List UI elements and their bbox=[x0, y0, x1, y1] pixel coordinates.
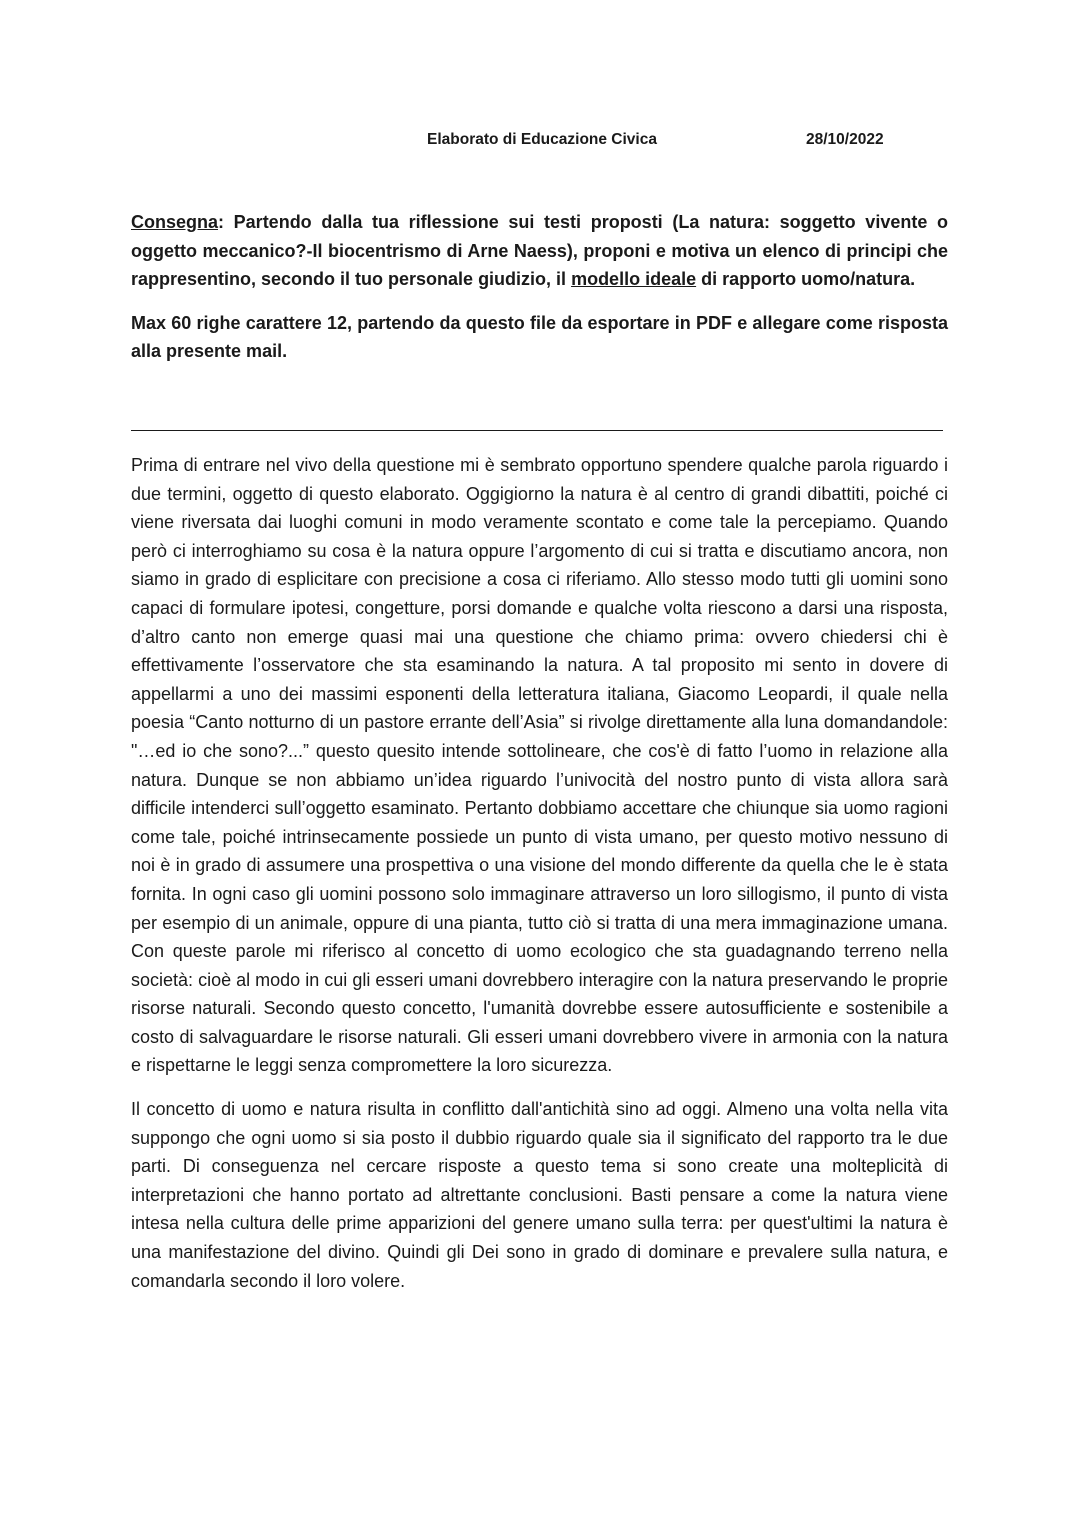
assignment-instructions: Max 60 righe carattere 12, partendo da questo file da esportare in PDF e allegare come risposta alla presente mail. bbox=[131, 312, 948, 361]
document-title: Elaborato di Educazione Civica bbox=[427, 131, 657, 148]
assignment-text-part-1: : Partendo dalla tua riflessione sui testi proposti (La natura: soggetto vivente o oggetto meccanico?-Il biocentrismo di Arne Naess), proponi e motiva un elenco di principi che rappresentino, secondo il tuo personale giudizio, il bbox=[131, 212, 948, 289]
document-date: 28/10/2022 bbox=[806, 131, 884, 148]
essay-paragraph: Prima di entrare nel vivo della questione mi è sembrato opportuno spendere qualche parola riguardo i due termini, oggetto di questo elaborato. Oggigiorno la natura è al centro di grandi dibattiti, poiché ci viene riversata dai luoghi comuni in modo veramente scontato e come tale la percepiamo. Quando però ci interroghiamo su cosa è la natura oppure l’argomento di cui si tratta e discutiamo ancora, non siamo in grado di esplicitare con precisione a cosa ci riferiamo. Allo stesso modo tutti gli uomini sono capaci di formulare ipotesi, congetture, porsi domande e qualche volta riescono a darsi una risposta, d’altro canto non emerge quasi mai una questione che chiamo prima: ovvero chiedersi chi è effettivamente l’osservatore che sta esaminando la natura. A tal proposito mi sento in dovere di appellarmi a uno dei massimi esponenti della letteratura italiana, Giacomo Leopardi, il quale nella poesia “Canto notturno di un pastore errante dell’Asia” si rivolge direttamente alla luna domandandole: "…ed io che sono?...” questo quesito intende sottolineare, che cos'è di fatto l’uomo in relazione alla natura. Dunque se non abbiamo un’idea riguardo l’univocità del nostro punto di vista allora sarà difficile intenderci sull’oggetto esaminato. Pertanto dobbiamo accettare che chiunque sia uomo ragioni come tale, poiché intrinsecamente possiede un punto di vista umano, per questo motivo nessuno di noi è in grado di assumere una prospettiva o una visione del mondo differente da quella che le è stata fornita. In ogni caso gli uomini possono solo immaginare attraverso un loro sillogismo, il punto di vista per esempio di un animale, oppure di una pianta, tutto ciò si tratta di una mera immaginazione umana. Con queste parole mi riferisco al concetto di uomo ecologico che sta guadagnando terreno nella società: cioè al modo in cui gli esseri umani dovrebbero interagire con la natura preservando le proprie risorse naturali. Secondo questo concetto, l'umanità dovrebbe essere autosufficiente e sostenibile a costo di salvaguardare le risorse naturali. Gli esseri umani dovrebbero vivere in armonia con la natura e rispettarne le leggi senza compromettere la loro sicurezza. bbox=[131, 455, 948, 1076]
essay-body bbox=[131, 451, 948, 1295]
document-header bbox=[0, 131, 1080, 153]
assignment-label: Consegna bbox=[131, 212, 219, 232]
separator-line bbox=[131, 430, 943, 431]
assignment-prompt bbox=[131, 208, 948, 294]
essay-paragraph: Il concetto di uomo e natura risulta in conflitto dall'antichità sino ad oggi. Almeno una volta nella vita suppongo che ogni uomo si sia posto il dubbio riguardo quale sia il significato del rapporto tra le due parti. Di conseguenza nel cercare risposte a questo tema si sono create una molteplicità di interpretazioni che hanno portato ad altrettante conclusioni. Basti pensare a come la natura viene intesa nella cultura delle prime apparizioni del genere umano sulla terra: per quest'ultimi la natura è una manifestazione del divino. Quindi gli Dei sono in grado di dominare e prevalere sulla natura, e comandarla secondo il loro volere. bbox=[131, 1099, 948, 1291]
assignment-emphasis: modello ideale bbox=[571, 269, 697, 289]
assignment-brief bbox=[131, 208, 948, 366]
assignment-text-part-2: di rapporto uomo/natura. bbox=[696, 269, 916, 289]
